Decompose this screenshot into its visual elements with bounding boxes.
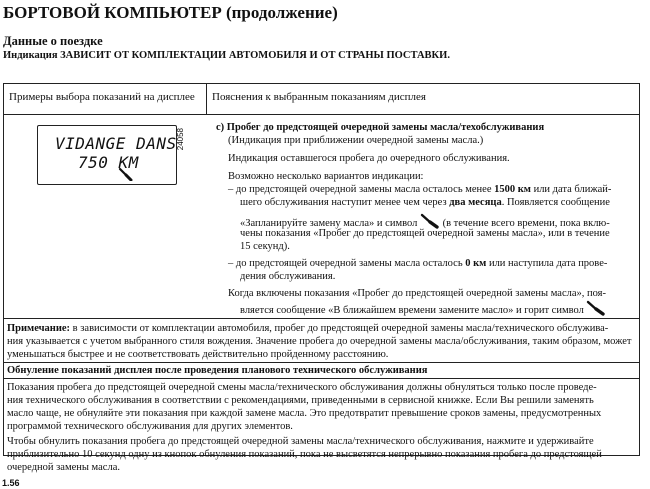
row-divider [3,318,640,319]
section-heading: c) Пробег до предстоящей очередной замены масла/техобслуживания [216,122,545,133]
note-line: ния указывается с учетом выбранного стиля вождения. Значение пробега до очередной замены масла/обслуживания, таким образом, может [7,336,632,347]
column-header-examples: Примеры выбора показаний на дисплее [9,91,195,103]
section-line: Индикация оставшегося пробега до очередного обслуживания. [228,153,510,164]
reset-paragraph-line: приблизительно 10 секунд одну из кнопок обнуления показаний, пока не высветятся непрерывно показания пробега до предстоящей [7,449,602,460]
bullet-line: 15 секунд). [240,241,290,252]
note-line: Примечание: в зависимости от комплектации автомобиля, пробег до предстоящей очередной замены масла/технического обслужива- [7,323,609,334]
bullet-line: – до предстоящей очередной замены масла осталось менее 1500 км или дата ближай- [228,184,612,195]
row-divider [3,362,640,363]
reset-paragraph-line: программой технического обслуживания для других элементов. [7,421,293,432]
page-number: 1.56 [2,478,20,488]
display-line-1: VIDANGE DANS [55,134,177,153]
display-line-2: 750 KM [78,153,139,172]
reset-paragraph-line: Чтобы обнулить показания пробега до предстоящей очередной замены масла/технического обслуживания, нажмите и удерживайте [7,436,594,447]
table-header-divider [3,114,640,115]
row-divider [3,378,640,379]
wrench-icon [586,300,606,316]
wrench-icon [118,167,134,181]
section-line: Возможно несколько вариантов индикации: [228,171,424,182]
bullet-line: чены показания «Пробег до предстоящей очередной замены масла», или в течение [240,228,610,239]
column-header-explanations: Пояснения к выбранным показаниям дисплея [212,91,426,103]
figure-code: 24058 [176,128,185,151]
table-column-divider [206,83,207,114]
bullet-line: шего обслуживания наступит менее чем через два месяца. Появляется сообщение [240,197,610,208]
section-line: (Индикация при приближении очередной замены масла.) [228,135,484,146]
bullet-line: дения обслуживания. [240,271,336,282]
bullet-line: – до предстоящей очередной замены масла осталось 0 км или наступила дата прове- [228,258,608,269]
display-illustration [37,125,177,185]
section-line: вляется сообщение «В ближайшем времени замените масло» и горит символ [240,300,606,317]
reset-paragraph-line: масло чаще, не обнуляйте эти показания при каждой замене масла. Это предотвратит превышение сроков замены, предусмотренных [7,408,602,419]
bullet-line: «Запланируйте замену масла» и символ (в течение всего времени, пока вклю- [240,213,610,230]
reset-paragraph-line: Показания пробега до предстоящей очередной смены масла/технического обслуживания должны обнуляться только после проведе- [7,382,597,393]
page-title: БОРТОВОЙ КОМПЬЮТЕР (продолжение) [3,3,338,22]
reset-paragraph-line: очередной замены масла. [7,462,120,473]
note-line: уменьшаться быстрее и не соответствовать действительно пройденному расстоянию. [7,349,389,360]
reset-paragraph-line: ния технического обслуживания в соответствии с рекомендациями, приведенными в сервисной книжке. Если Вы решили заменять [7,395,594,406]
section-subtitle: Данные о поездке [3,34,103,48]
section-line: Когда включены показания «Пробег до предстоящей очередной замены масла», поя- [228,288,607,299]
reset-heading: Обнуление показаний дисплея после проведения планового технического обслуживания [7,365,428,376]
availability-note: Индикация ЗАВИСИТ ОТ КОМПЛЕКТАЦИИ АВТОМОБИЛЯ И ОТ СТРАНЫ ПОСТАВКИ. [3,50,450,61]
